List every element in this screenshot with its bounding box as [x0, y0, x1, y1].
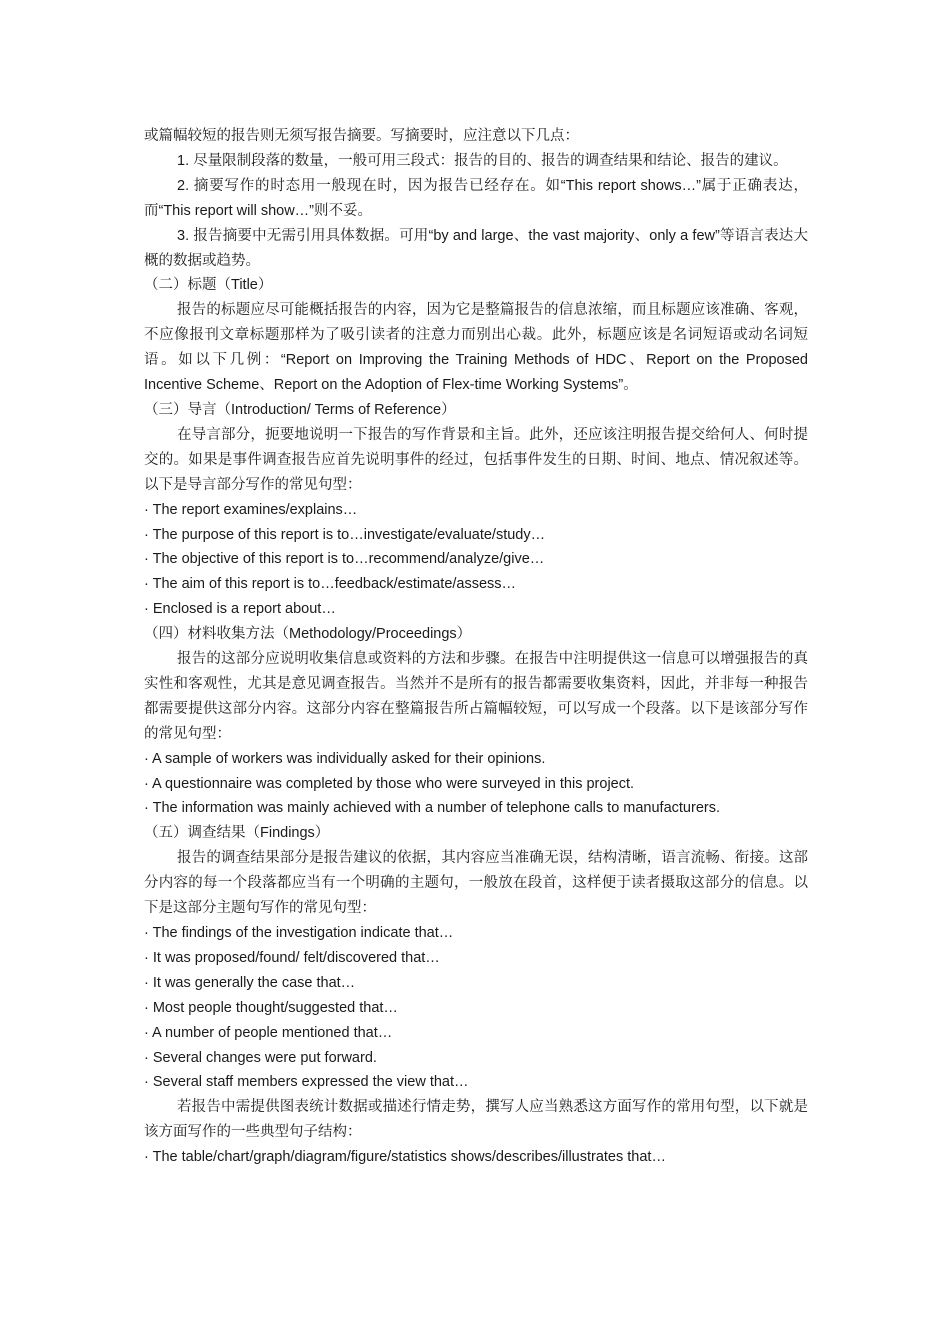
- findings-sentence-patterns: [144, 921, 808, 1095]
- methodology-sentence-patterns: [144, 747, 808, 822]
- sentence-pattern-item: · Several changes were put forward.: [144, 1049, 377, 1066]
- sentence-pattern-item: · The report examines/explains…: [144, 501, 358, 518]
- paragraph-summary-intro: 或篇幅较短的报告则无须写报告摘要。写摘要时，应注意以下几点：: [144, 128, 579, 144]
- heading-introduction-section: （三）导言（Introduction/ Terms of Reference）: [144, 401, 456, 418]
- paragraph-charts-intro: 若报告中需提供图表统计数据或描述行情走势，撰写人应当熟悉这方面写作的常用句型，以下就是该方面写作的一些典型句子结构：: [144, 1099, 808, 1141]
- sentence-pattern-item: · Several staff members expressed the view that…: [144, 1074, 469, 1091]
- heading-title-section: （二）标题（Title）: [144, 277, 273, 294]
- sentence-pattern-item: · A sample of workers was individually asked for their opinions.: [144, 750, 546, 767]
- chart-sentence-patterns: [144, 1145, 808, 1170]
- paragraph-summary-point-3: 3. 报告摘要中无需引用具体数据。可用“by and large、the vast majority、only a few”等语言表达大概的数据或趋势。: [144, 227, 808, 269]
- document-body: [144, 124, 808, 1170]
- sentence-pattern-item: · The findings of the investigation indicate that…: [144, 925, 454, 941]
- sentence-pattern-item: · It was proposed/found/ felt/discovered that…: [144, 949, 440, 966]
- sentence-pattern-item: · Most people thought/suggested that…: [144, 999, 398, 1016]
- sentence-pattern-item: · The objective of this report is to…recommend/analyze/give…: [144, 551, 545, 568]
- sentence-pattern-item: · The purpose of this report is to…investigate/evaluate/study…: [144, 526, 546, 543]
- sentence-pattern-item: · The aim of this report is to…feedback/estimate/assess…: [144, 576, 517, 593]
- paragraph-methodology-section: 报告的这部分应说明收集信息或资料的方法和步骤。在报告中注明提供这一信息可以增强报告的真实性和客观性，尤其是意见调查报告。当然并不是所有的报告都需要收集资料，因此，并非每一种报告都需要提供这部分内容。这部分内容在整篇报告所占篇幅较短，可以写成一个段落。以下是该部分写作的常见句型：: [144, 651, 808, 742]
- paragraph-summary-point-2: 2. 摘要写作的时态用一般现在时，因为报告已经存在。如“This report shows…”属于正确表达，而“This report will show…”则不妥。: [144, 177, 808, 219]
- sentence-pattern-item: · The table/chart/graph/diagram/figure/statistics shows/describes/illustrates that…: [144, 1149, 666, 1166]
- sentence-pattern-item: · Enclosed is a report about…: [144, 601, 336, 618]
- heading-methodology-section: （四）材料收集方法（Methodology/Proceedings）: [144, 626, 472, 643]
- sentence-pattern-item: · A number of people mentioned that…: [144, 1024, 393, 1041]
- sentence-pattern-item: · A questionnaire was completed by those who were surveyed in this project.: [144, 775, 635, 792]
- paragraph-findings-section: 报告的调查结果部分是报告建议的依据，其内容应当准确无误，结构清晰，语言流畅、衔接。这部分内容的每一个段落都应当有一个明确的主题句，一般放在段首，这样便于读者摄取这部分的信息。以下是这部分主题句写作的常见句型：: [144, 850, 808, 917]
- paragraph-title-section: 报告的标题应尽可能概括报告的内容，因为它是整篇报告的信息浓缩，而且标题应该准确、客观，不应像报刊文章标题那样为了吸引读者的注意力而别出心裁。此外，标题应该是名词短语或动名词短语。如以下几例：“Report on Improving the Training Methods of HDC、Report on the Proposed Incentive Scheme、Report on the Adoption of Flex-time Working Systems”。: [144, 302, 808, 394]
- paragraph-introduction-section: 在导言部分，扼要地说明一下报告的写作背景和主旨。此外，还应该注明报告提交给何人、何时提交的。如果是事件调查报告应首先说明事件的经过，包括事件发生的日期、时间、地点、情况叙述等。以下是导言部分写作的常见句型：: [144, 426, 808, 493]
- heading-findings-section: （五）调查结果（Findings）: [144, 825, 330, 842]
- sentence-pattern-item: · It was generally the case that…: [144, 974, 356, 991]
- introduction-sentence-patterns: [144, 498, 808, 623]
- sentence-pattern-item: · The information was mainly achieved with a number of telephone calls to manufacturers.: [144, 800, 720, 817]
- paragraph-summary-point-1: 1. 尽量限制段落的数量，一般可用三段式：报告的目的、报告的调查结果和结论、报告的建议。: [177, 152, 788, 169]
